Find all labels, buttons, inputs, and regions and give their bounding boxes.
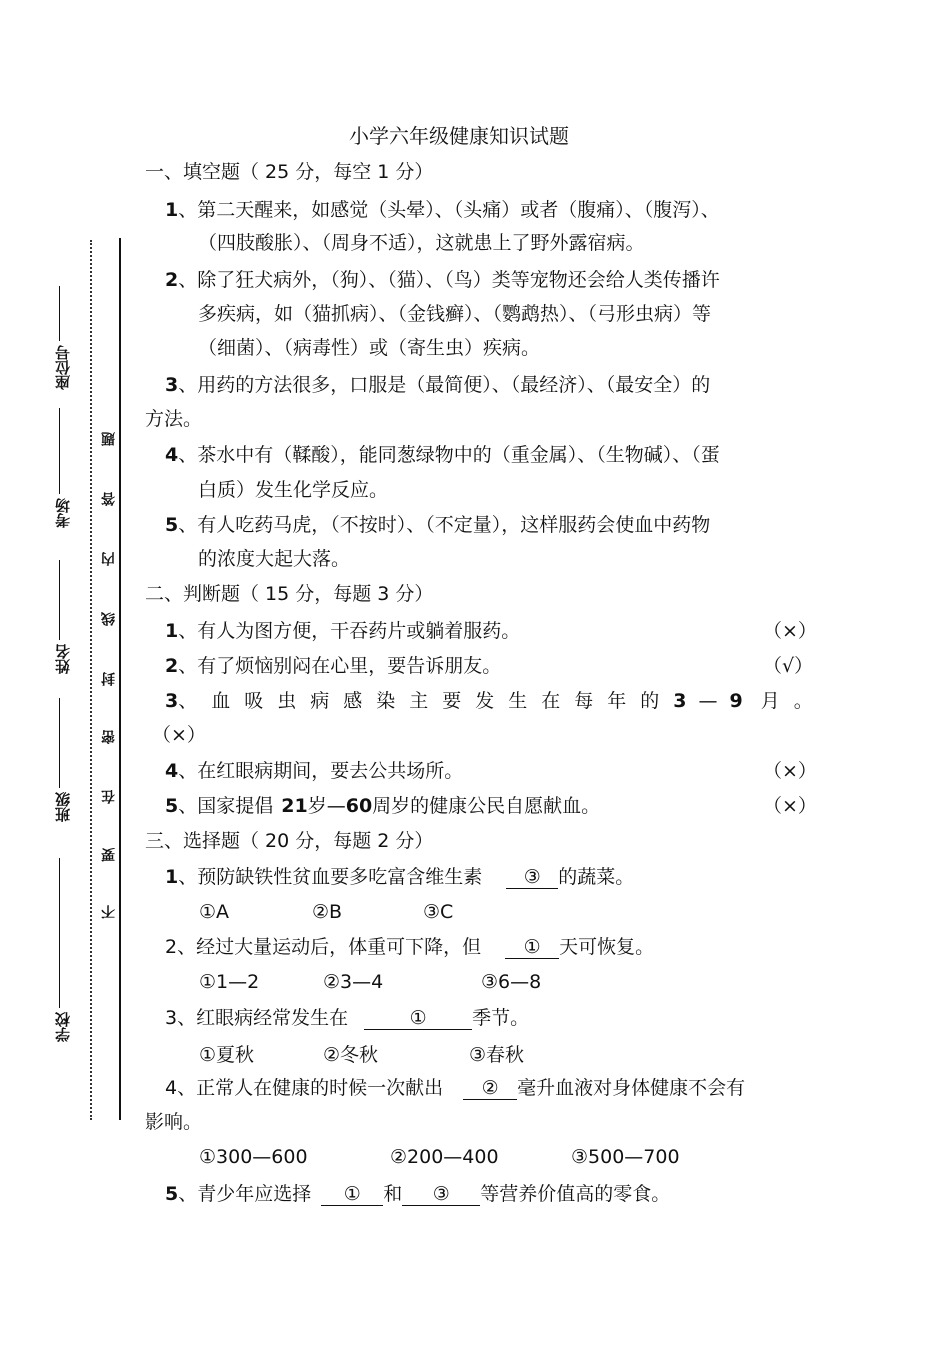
s2-q4-answer: （×） <box>763 760 817 782</box>
s3-q1-option-c: ③C <box>423 901 454 923</box>
warning-char-9: 题 <box>101 432 117 446</box>
school-label: 学校 <box>54 1012 72 1042</box>
seat-number-fill-line[interactable] <box>59 286 60 341</box>
s3-q2-option-a: ①1—2 <box>199 971 260 993</box>
seal-line <box>119 238 121 1120</box>
s2-q4: 4、在红眼病期间，要去公共场所。 <box>165 760 464 782</box>
s1-q5-line1: 5、有人吃药马虎，（不按时）、（不定量），这样服药会使血中药物 <box>165 514 711 536</box>
section1-heading: 一、填空题（ 25 分，每空 1 分） <box>145 161 434 183</box>
s2-q3: 3、血吸虫病感染主要发生在每年的3 — 9 月。 <box>165 690 827 712</box>
s3-q4-option-a: ①300—600 <box>199 1146 308 1168</box>
warning-char-7: 内 <box>101 552 117 566</box>
s3-q5-blank2[interactable]: ③ <box>402 1183 480 1206</box>
s3-q4-option-b: ②200—400 <box>390 1146 499 1168</box>
s1-q4-line2: 白质）发生化学反应。 <box>198 479 389 501</box>
s3-q2-blank[interactable]: ① <box>505 936 559 959</box>
s1-q3-line2: 方法。 <box>145 408 203 430</box>
dotted-binding-line <box>90 240 92 1120</box>
warning-char-4: 密 <box>101 730 117 744</box>
s3-q5-blank1[interactable]: ① <box>321 1183 383 1206</box>
s3-q2-option-c: ③6—8 <box>481 971 542 993</box>
s1-q3-line1: 3、用药的方法很多，口服是（最简便）、（最经济）、（最安全）的 <box>165 374 711 396</box>
seat-number-label: 座位号 <box>54 345 72 390</box>
exam-room-label: 考场 <box>54 498 72 528</box>
s3-q1: 1、预防缺铁性贫血要多吃富含维生素 ③ 的蔬菜。 <box>165 866 635 888</box>
s3-q4-line2: 影响。 <box>145 1111 203 1133</box>
s1-q1-line2: （四肢酸胀）、（周身不适），这就患上了野外露宿病。 <box>198 232 645 254</box>
section2-heading: 二、判断题（ 15 分，每题 3 分） <box>145 583 434 605</box>
name-label: 姓名 <box>54 644 72 674</box>
s2-q2: 2、有了烦恼别闷在心里，要告诉朋友。 <box>165 655 502 677</box>
s2-q5: 5、国家提倡 21岁—60周岁的健康公民自愿献血。 <box>165 795 601 817</box>
s1-q5-line2: 的浓度大起大落。 <box>198 548 351 570</box>
s1-q2-line2: 多疾病，如（猫抓病）、（金钱癣）、（鹦鹉热）、（弓形虫病）等 <box>198 303 712 325</box>
s3-q5: 5、青少年应选择 ① 和 ③ 等营养价值高的零食。 <box>165 1183 671 1205</box>
s3-q4-blank[interactable]: ② <box>463 1077 517 1100</box>
s2-q3-answer: （×） <box>152 724 206 746</box>
s3-q4-option-c: ③500—700 <box>571 1146 680 1168</box>
s3-q3: 3、红眼病经常发生在 ① 季节。 <box>165 1007 530 1029</box>
s2-q1-answer: （×） <box>763 620 817 642</box>
s3-q3-option-c: ③春秋 <box>469 1044 525 1066</box>
s3-q3-option-a: ①夏秋 <box>199 1044 255 1066</box>
s3-q2: 2、经过大量运动后，体重可下降，但 ① 天可恢复。 <box>165 936 655 958</box>
s3-q3-option-b: ②冬秋 <box>323 1044 379 1066</box>
warning-char-6: 线 <box>101 612 117 626</box>
warning-char-3: 在 <box>101 790 117 804</box>
warning-char-1: 不 <box>101 905 117 919</box>
s3-q1-option-b: ②B <box>312 901 343 923</box>
class-label: 班级 <box>54 792 72 822</box>
name-fill-line[interactable] <box>59 560 60 640</box>
s3-q3-blank[interactable]: ① <box>364 1007 472 1030</box>
class-fill-line[interactable] <box>59 698 60 788</box>
s3-q1-option-a: ①A <box>199 901 230 923</box>
s1-q2-line1: 2、除了狂犬病外，（狗）、（猫）、（鸟）类等宠物还会给人类传播许 <box>165 269 720 291</box>
warning-char-8: 答 <box>101 492 117 506</box>
s2-q5-answer: （×） <box>763 795 817 817</box>
s3-q4-line1: 4、正常人在健康的时候一次献出 ② 毫升血液对身体健康不会有 <box>165 1077 746 1099</box>
s1-q2-line3: （细菌）、（病毒性）或（寄生虫）疾病。 <box>198 337 541 359</box>
page-title: 小学六年级健康知识试题 <box>349 124 569 148</box>
s3-q1-blank[interactable]: ③ <box>506 866 558 889</box>
section3-heading: 三、选择题（ 20 分，每题 2 分） <box>145 830 434 852</box>
warning-char-5: 封 <box>101 672 117 686</box>
warning-char-2: 要 <box>101 848 117 862</box>
s2-q1: 1、有人为图方便，干吞药片或躺着服药。 <box>165 620 521 642</box>
s3-q2-option-b: ②3—4 <box>323 971 384 993</box>
s1-q4-line1: 4、茶水中有（鞣酸），能同葱绿物中的（重金属）、（生物碱）、（蛋 <box>165 444 720 466</box>
school-fill-line[interactable] <box>59 858 60 1008</box>
s1-q1-line1: 1、第二天醒来，如感觉（头晕）、（头痛）或者（腹痛）、（腹泻）、 <box>165 199 720 221</box>
s2-q2-answer: （√） <box>763 655 814 677</box>
exam-room-fill-line[interactable] <box>59 408 60 494</box>
